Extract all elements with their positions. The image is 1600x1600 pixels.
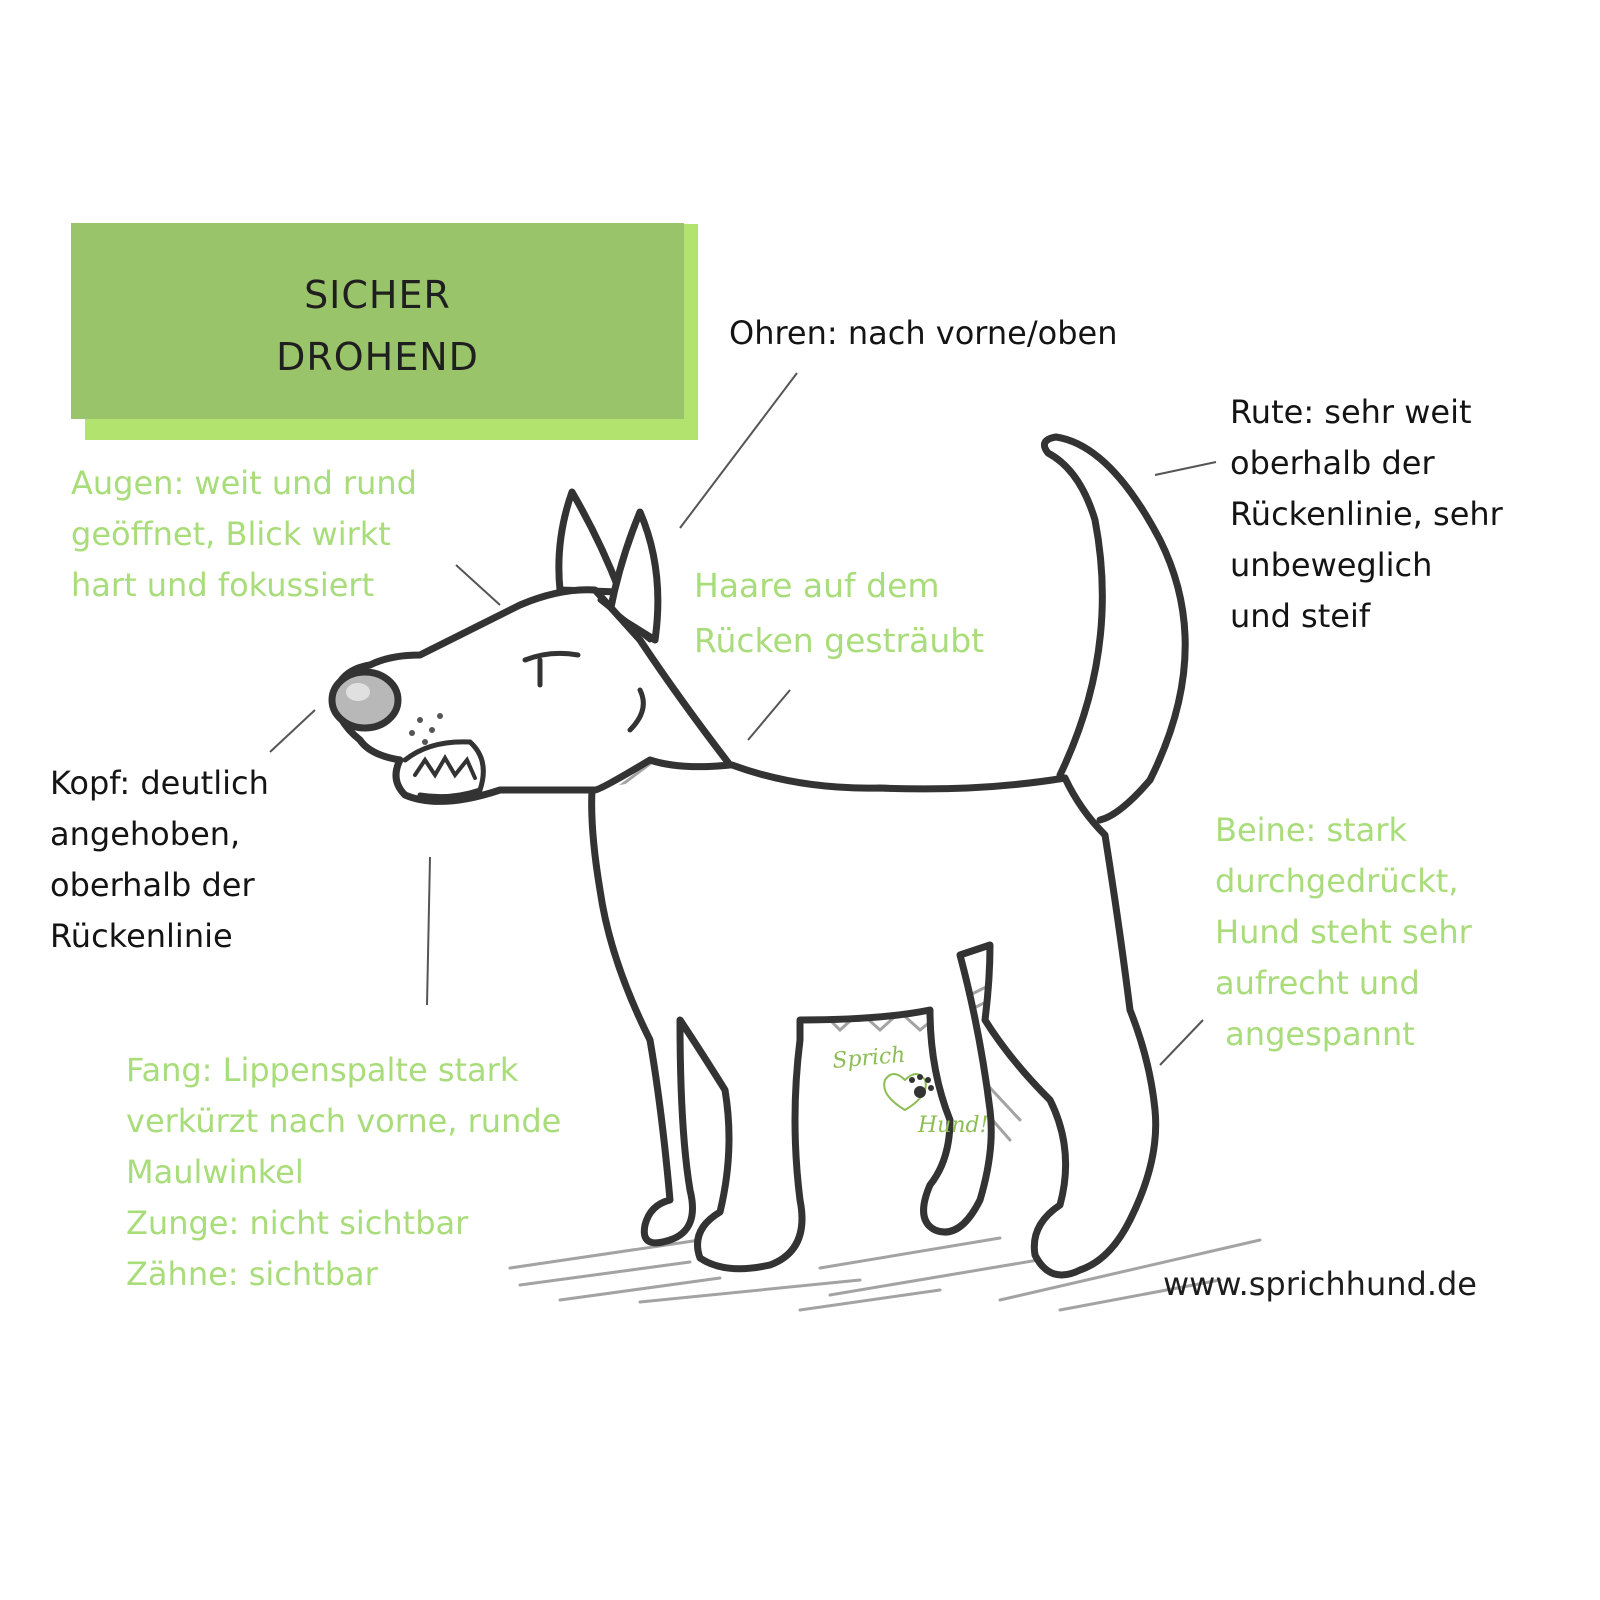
label-augen-line: Augen: weit und rund	[71, 464, 417, 502]
label-beine-line: angespannt	[1215, 1015, 1415, 1053]
label-beine-line: aufrecht und	[1215, 964, 1420, 1002]
dog-body	[592, 765, 1156, 1275]
label-fang-line: verkürzt nach vorne, runde	[126, 1102, 562, 1140]
label-fang-line: Maulwinkel	[126, 1153, 304, 1191]
label-fang-line: Zähne: sichtbar	[126, 1255, 378, 1293]
label-kopf-line: Kopf: deutlich	[50, 764, 269, 802]
label-ohren-line: Ohren: nach vorne/oben	[729, 314, 1118, 352]
label-kopf	[50, 758, 269, 962]
label-augen-line: geöffnet, Blick wirkt	[71, 515, 391, 553]
label-ohren	[729, 308, 1118, 359]
label-augen	[71, 458, 417, 611]
label-rute-line: oberhalb der	[1230, 444, 1435, 482]
label-rute-line: unbeweglich	[1230, 546, 1433, 584]
website-url: www.sprichhund.de	[1163, 1265, 1477, 1303]
label-beine-line: Beine: stark	[1215, 811, 1407, 849]
dog-tail	[1044, 437, 1185, 820]
label-haare-line: Rücken gesträubt	[694, 621, 985, 660]
label-rute-line: Rückenlinie, sehr	[1230, 495, 1503, 533]
label-augen-line: hart und fokussiert	[71, 566, 375, 604]
label-haare-line: Haare auf dem	[694, 566, 940, 605]
label-rute-line: und steif	[1230, 597, 1371, 635]
dog-nose	[332, 672, 398, 728]
label-kopf-line: angehoben,	[50, 815, 241, 853]
label-kopf-line: oberhalb der	[50, 866, 255, 904]
ground-shading	[510, 1238, 1260, 1310]
label-beine	[1215, 805, 1472, 1060]
title-line-2: DROHEND	[276, 335, 479, 379]
label-beine-line: durchgedrückt,	[1215, 862, 1459, 900]
label-haare	[694, 558, 984, 668]
label-fang-line: Zunge: nicht sichtbar	[126, 1204, 469, 1242]
title-box	[71, 223, 684, 419]
label-rute-line: Rute: sehr weit	[1230, 393, 1472, 431]
label-kopf-line: Rückenlinie	[50, 917, 233, 955]
title-line-1: SICHER	[304, 273, 451, 317]
label-rute	[1230, 387, 1503, 642]
logo-line2: Hund!	[918, 1113, 989, 1138]
label-beine-line: Hund steht sehr	[1215, 913, 1472, 951]
logo-line1: Sprich	[831, 1042, 907, 1074]
label-fang-line: Fang: Lippenspalte stark	[126, 1051, 519, 1089]
label-fang	[126, 1045, 561, 1300]
paw-icon	[909, 1074, 934, 1098]
